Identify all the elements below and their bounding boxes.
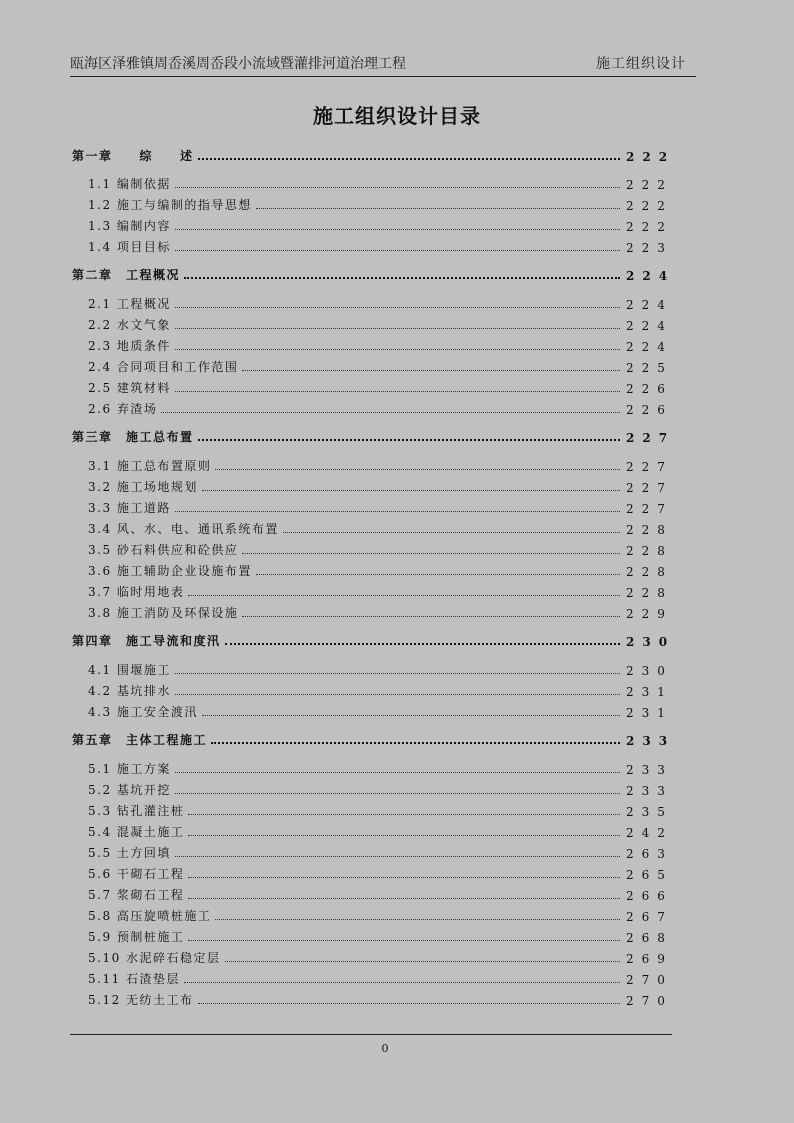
toc-section-entry[interactable] [72,519,673,537]
dot-leader [161,412,620,413]
toc-page-number: 229 [626,607,673,621]
toc-entry-label: 2.2 水文气象 [88,318,171,332]
toc-section-entry[interactable] [72,948,673,966]
toc-section-entry[interactable] [72,864,673,882]
toc-entry-label: 第五章 主体工程施工 [72,733,208,747]
toc-section-entry[interactable] [72,174,673,192]
toc-entry-label: 2.4 合同项目和工作范围 [88,360,239,374]
toc-section-entry[interactable] [72,843,673,861]
toc-entry-label: 3.7 临时用地表 [88,585,185,599]
dot-leader [175,511,620,512]
toc-page-number: 231 [626,706,673,720]
toc-section-entry[interactable] [72,540,673,558]
dot-leader [283,532,620,533]
toc-page-number: 235 [626,805,673,819]
toc-section-entry[interactable] [72,336,673,354]
toc-page-number: 267 [626,910,673,924]
toc-entry-label: 5.3 钻孔灌注桩 [88,804,185,818]
dot-leader [242,370,620,371]
toc-page-number: 222 [626,150,676,164]
dot-leader [175,793,620,794]
toc-page-number: 227 [626,502,673,516]
toc-page-number: 270 [626,973,673,987]
dot-leader [225,961,620,962]
dot-leader [256,574,620,575]
toc-page-number: 242 [626,826,673,840]
toc-page-number: 223 [626,241,673,255]
header-doc-type: 施工组织设计 [596,56,686,72]
toc-section-entry[interactable] [72,294,673,312]
toc-entry-label: 3.2 施工场地规划 [88,480,198,494]
toc-entry-label: 4.2 基坑排水 [88,684,171,698]
toc-section-entry[interactable] [72,399,673,417]
toc-section-entry[interactable] [72,357,673,375]
toc-page-number: 227 [626,481,673,495]
dot-leader [256,208,620,209]
toc-entry-label: 5.1 施工方案 [88,762,171,776]
toc-page-number: 222 [626,178,673,192]
toc-page-number: 268 [626,931,673,945]
dot-leader [198,1003,620,1004]
toc-section-entry[interactable] [72,681,673,699]
dot-leader [175,673,620,674]
toc-section-entry[interactable] [72,801,673,819]
toc-section-entry[interactable] [72,216,673,234]
toc-section-entry[interactable] [72,927,673,945]
toc-entry-label: 第三章 施工总布置 [72,430,194,444]
dot-leader [175,187,620,188]
toc-chapter-entry[interactable] [72,265,676,283]
toc-section-entry[interactable] [72,456,673,474]
toc-page-number: 222 [626,220,673,234]
dot-leader [215,919,620,920]
toc-entry-label: 4.1 围堰施工 [88,663,171,677]
toc-entry-label: 1.4 项目目标 [88,240,171,254]
toc-page-number: 224 [626,298,673,312]
dot-leader [188,835,620,836]
dot-leader [198,439,620,441]
toc-entry-label: 2.1 工程概况 [88,297,171,311]
toc-section-entry[interactable] [72,969,673,987]
toc-page-number: 263 [626,847,673,861]
toc-entry-label: 第二章 工程概况 [72,268,181,282]
dot-leader [225,643,620,645]
dot-leader [175,772,620,773]
dot-leader [175,229,620,230]
toc-entry-label: 1.2 施工与编制的指导思想 [88,198,252,212]
toc-entry-label: 3.5 砂石料供应和砼供应 [88,543,239,557]
toc-section-entry[interactable] [72,477,673,495]
dot-leader [202,715,620,716]
toc-section-entry[interactable] [72,195,673,213]
dot-leader [198,158,620,160]
dot-leader [211,742,620,744]
toc-entry-label: 5.9 预制桩施工 [88,930,185,944]
toc-entry-label: 1.1 编制依据 [88,177,171,191]
dot-leader [175,694,620,695]
toc-page-number: 265 [626,868,673,882]
toc-page-number: 224 [626,340,673,354]
toc-page-number: 228 [626,586,673,600]
dot-leader [188,877,620,878]
toc-entry-label: 2.3 地质条件 [88,339,171,353]
toc-page-number: 228 [626,523,673,537]
toc-section-entry[interactable] [72,660,673,678]
dot-leader [188,814,620,815]
toc-page-number: 270 [626,994,673,1008]
toc-entry-label: 3.1 施工总布置原则 [88,459,212,473]
toc-entry-label: 5.11 石渣垫层 [88,972,181,986]
toc-entry-label: 2.5 建筑材料 [88,381,171,395]
toc-page-number: 266 [626,889,673,903]
footer-page-number: 0 [381,1042,389,1055]
dot-leader [175,856,620,857]
toc-entry-label: 5.6 干砌石工程 [88,867,185,881]
toc-page-number: 233 [626,763,673,777]
dot-leader [242,553,620,554]
toc-page-number: 226 [626,403,673,417]
toc-entry-label: 3.8 施工消防及环保设施 [88,606,239,620]
toc-chapter-entry[interactable] [72,427,676,445]
toc-entry-label: 第四章 施工导流和度汛 [72,634,221,648]
toc-entry-label: 1.3 编制内容 [88,219,171,233]
toc-title: 施工组织设计目录 [313,104,481,128]
toc-section-entry[interactable] [72,378,673,396]
dot-leader [175,391,620,392]
dot-leader [175,307,620,308]
toc-section-entry[interactable] [72,822,673,840]
toc-entry-label: 5.7 浆砌石工程 [88,888,185,902]
dot-leader [184,277,620,279]
toc-section-entry[interactable] [72,237,673,255]
toc-entry-label: 3.6 施工辅助企业设施布置 [88,564,252,578]
toc-entry-label: 第一章 综 述 [72,149,194,163]
toc-page-number: 225 [626,361,673,375]
toc-section-entry[interactable] [72,780,673,798]
toc-page-number: 224 [626,269,676,283]
toc-section-entry[interactable] [72,759,673,777]
toc-page-number: 233 [626,784,673,798]
toc-chapter-entry[interactable] [72,730,676,748]
toc-section-entry[interactable] [72,498,673,516]
dot-leader [175,328,620,329]
toc-page-number: 230 [626,635,676,649]
toc-entry-label: 4.3 施工安全渡汛 [88,705,198,719]
toc-page-number: 228 [626,544,673,558]
toc-entry-label: 5.8 高压旋喷桩施工 [88,909,212,923]
dot-leader [188,898,620,899]
toc-section-entry[interactable] [72,906,673,924]
toc-page-number: 227 [626,460,673,474]
toc-page-number: 226 [626,382,673,396]
dot-leader [175,349,620,350]
toc-section-entry[interactable] [72,603,673,621]
toc-section-entry[interactable] [72,702,673,720]
toc-entry-label: 5.4 混凝土施工 [88,825,185,839]
footer-divider [70,1034,672,1035]
toc-page-number: 230 [626,664,673,678]
toc-entry-label: 2.6 弃渣场 [88,402,158,416]
header-project-name: 瓯海区泽雅镇周岙溪周岙段小流域暨灌排河道治理工程 [70,56,406,72]
dot-leader [188,940,620,941]
toc-entry-label: 5.2 基坑开挖 [88,783,171,797]
toc-page-number: 269 [626,952,673,966]
toc-section-entry[interactable] [72,582,673,600]
toc-section-entry[interactable] [72,315,673,333]
toc-entry-label: 3.3 施工道路 [88,501,171,515]
toc-section-entry[interactable] [72,561,673,579]
toc-page-number: 231 [626,685,673,699]
toc-page-number: 228 [626,565,673,579]
toc-page-number: 222 [626,199,673,213]
dot-leader [242,616,620,617]
toc-entry-label: 5.5 土方回填 [88,846,171,860]
toc-section-entry[interactable] [72,885,673,903]
dot-leader [184,982,620,983]
dot-leader [188,595,620,596]
toc-section-entry[interactable] [72,990,673,1008]
toc-chapter-entry[interactable] [72,631,676,649]
toc-page-number: 224 [626,319,673,333]
toc-entry-label: 5.10 水泥碎石稳定层 [88,951,221,965]
toc-entry-label: 5.12 无纺土工布 [88,993,194,1007]
page-header [70,52,696,77]
dot-leader [215,469,620,470]
toc-page-number: 233 [626,734,676,748]
toc-chapter-entry[interactable] [72,146,676,164]
dot-leader [175,250,620,251]
dot-leader [202,490,620,491]
toc-entry-label: 3.4 风、水、电、通讯系统布置 [88,522,279,536]
toc-page-number: 227 [626,431,676,445]
